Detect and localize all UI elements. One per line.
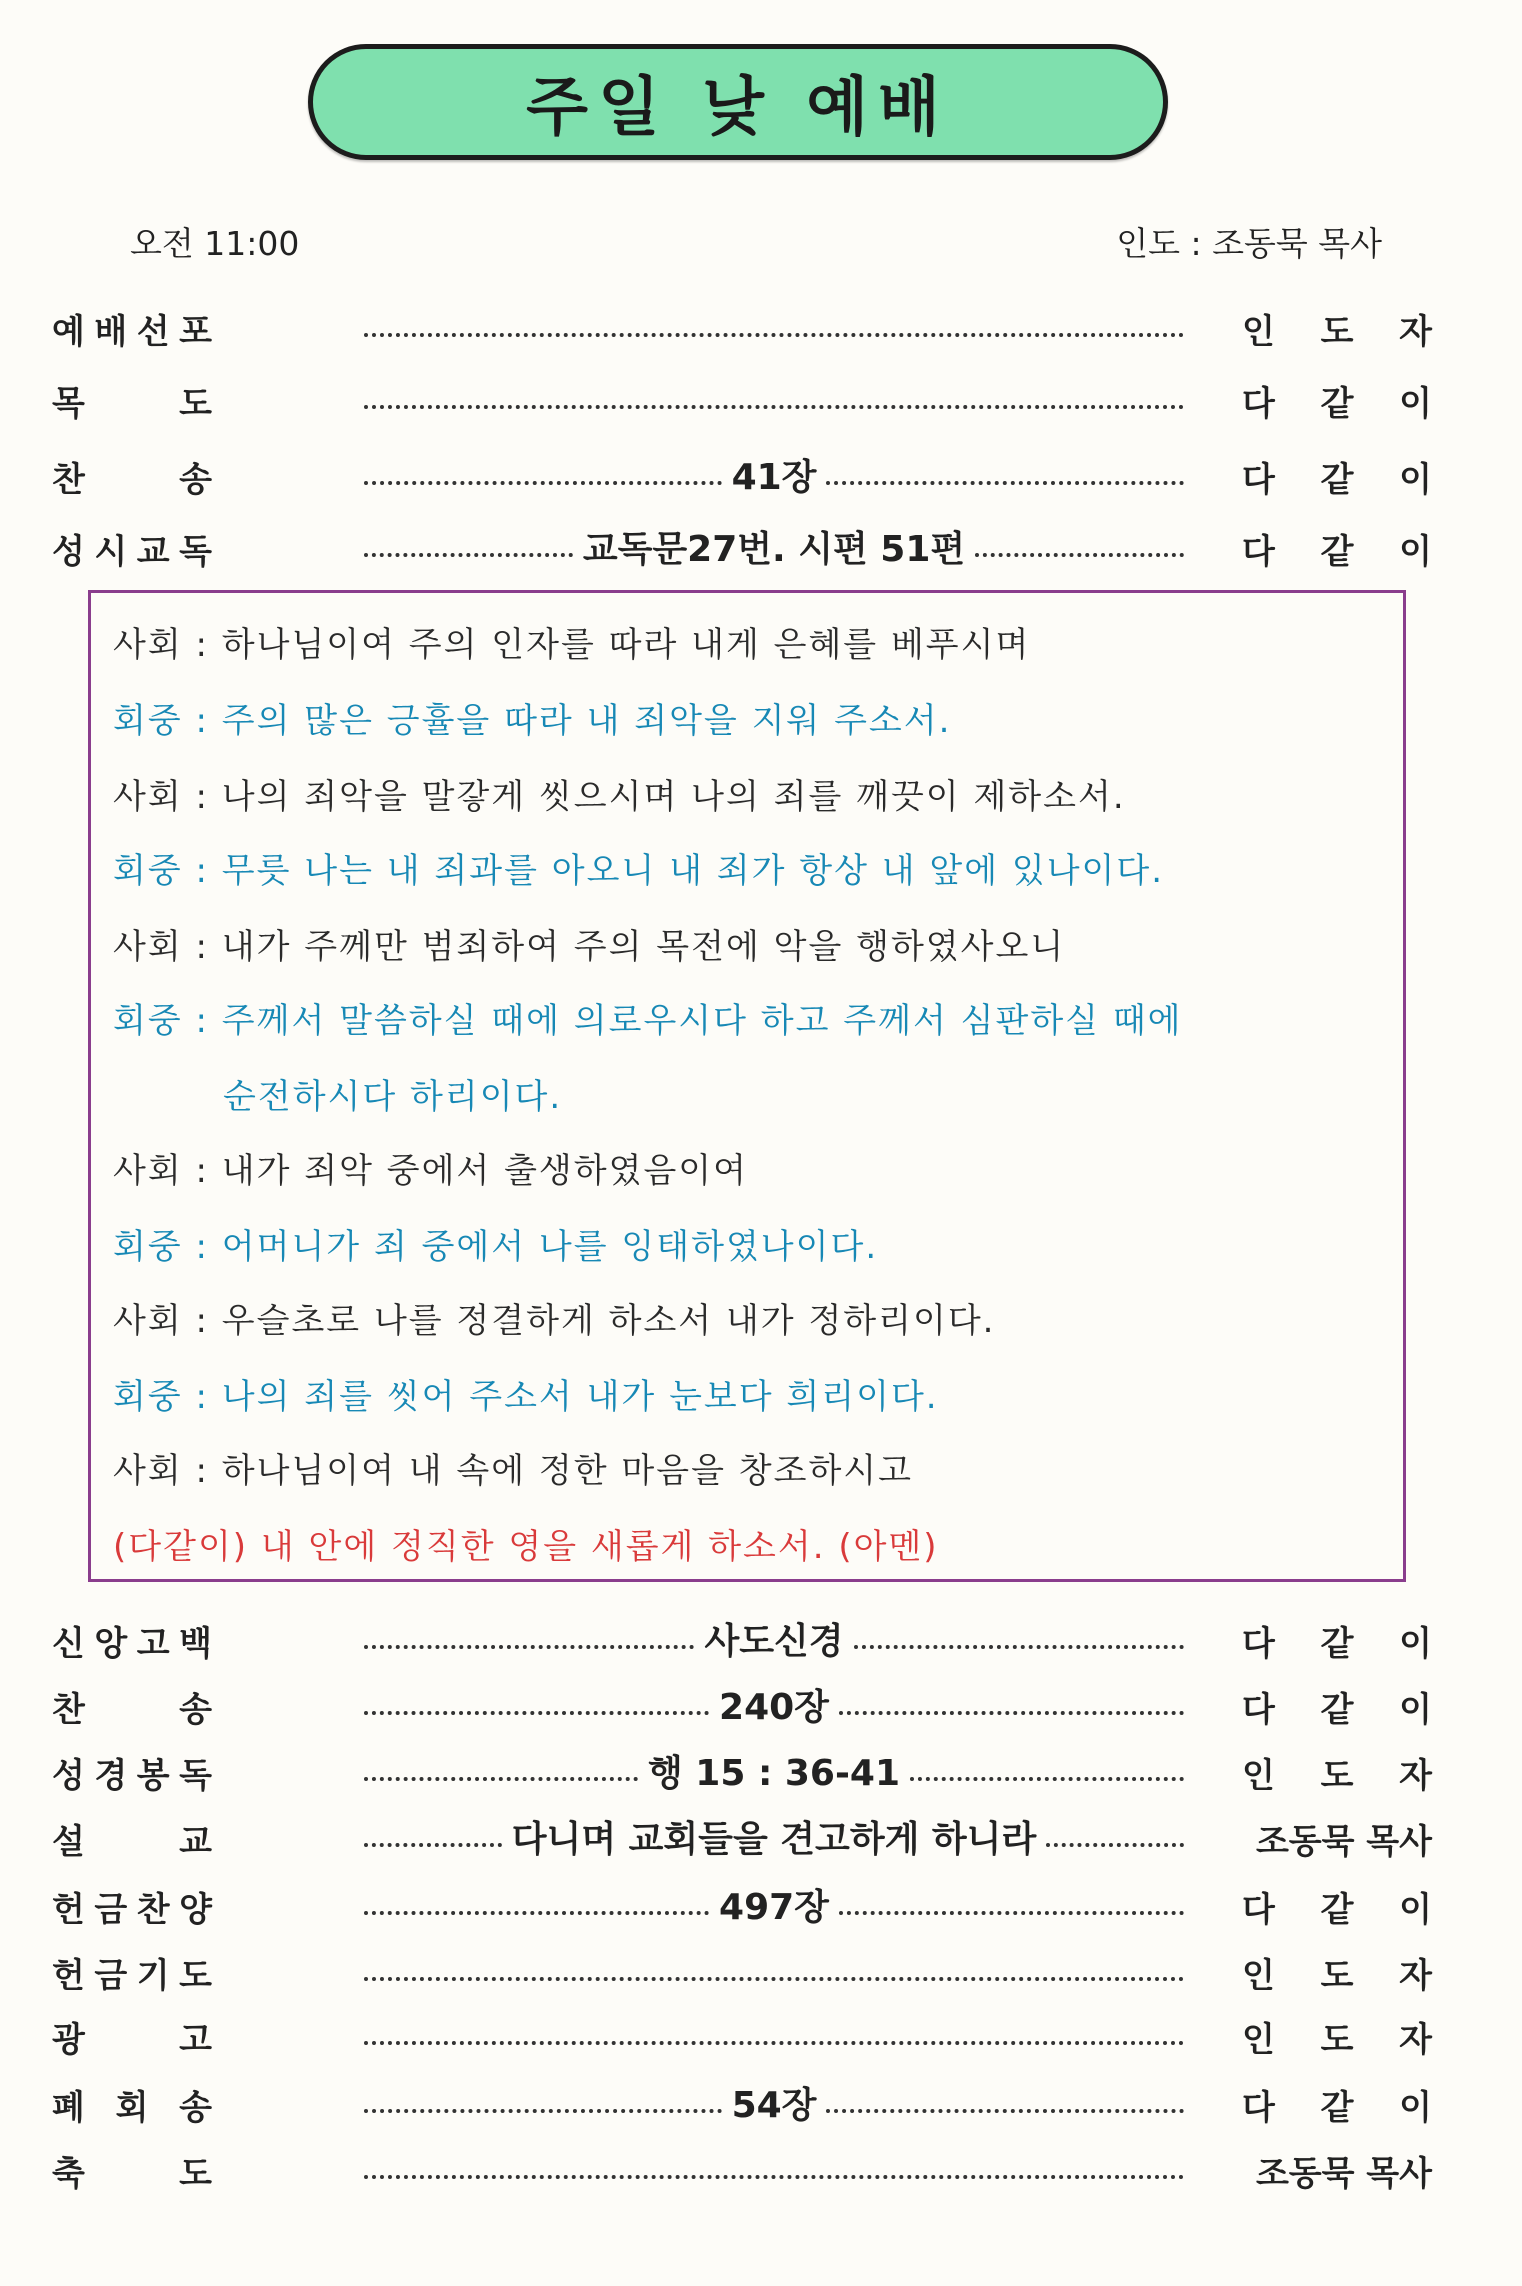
order-item-text: 행 15 : 36-41 (648, 1752, 901, 1794)
order-content (364, 2146, 1184, 2190)
order-label (52, 1682, 212, 1731)
char: 배 (94, 312, 128, 352)
char: 다 (1242, 384, 1275, 424)
text: 조동묵 목사 (1255, 1822, 1432, 1862)
order-row (52, 1610, 1432, 1670)
char: 다 (1242, 2088, 1275, 2128)
char: 도 (1320, 1756, 1354, 1796)
char: 인 (1242, 1756, 1275, 1796)
char: 금 (94, 1890, 128, 1930)
order-content (364, 2012, 1184, 2056)
reading-line-leader: 사회 : 하나님이여 주의 인자를 따라 내게 은혜를 베푸시며 (113, 625, 1031, 665)
char: 성 (52, 1756, 85, 1796)
leader-dots (364, 1711, 709, 1715)
reading-line-congregation: 회중 : 주의 많은 긍휼을 따라 내 죄악을 지워 주소서. (113, 701, 952, 741)
char: 도 (1320, 1956, 1354, 1996)
title-banner (308, 44, 1168, 160)
order-row (52, 370, 1432, 430)
char: 자 (1399, 1756, 1432, 1796)
leader-dots (364, 1777, 638, 1781)
char: 찬 (52, 460, 85, 500)
char: 찬 (52, 1690, 85, 1730)
order-row (52, 1742, 1432, 1802)
order-content (364, 452, 1184, 496)
char: 같 (1320, 1890, 1354, 1930)
order-item-text: 41장 (731, 456, 817, 498)
char: 같 (1320, 1624, 1354, 1664)
char: 설 (52, 1822, 85, 1862)
char: 헌 (52, 1890, 85, 1930)
order-label (52, 524, 212, 573)
char: 같 (1320, 532, 1354, 572)
order-label (52, 2012, 212, 2061)
order-content (364, 1682, 1184, 1726)
page-title: 주일 낮 예배 (526, 71, 950, 145)
char: 목 (52, 384, 85, 424)
char: 백 (179, 1624, 212, 1664)
leader-dots (1046, 1843, 1184, 1847)
order-row (52, 1808, 1432, 1868)
order-content (364, 524, 1184, 568)
order-item-text: 240장 (719, 1686, 829, 1728)
char: 다 (1242, 1624, 1275, 1664)
char: 독 (179, 1756, 212, 1796)
char: 봉 (136, 1756, 170, 1796)
order-label (52, 376, 212, 425)
order-item-text: 54장 (731, 2084, 817, 2126)
order-row (52, 2074, 1432, 2134)
order-person (1242, 1882, 1432, 1931)
leader-dots (854, 1645, 1184, 1649)
order-content (364, 1948, 1184, 1992)
reading-line-congregation: 회중 : 주께서 말씀하실 때에 의로우시다 하고 주께서 심판하실 때에 (113, 1001, 1183, 1041)
char: 송 (179, 460, 212, 500)
order-label (52, 452, 212, 501)
char: 시 (94, 532, 128, 572)
order-person (1242, 376, 1432, 425)
char: 같 (1320, 384, 1354, 424)
leader-dots (364, 333, 1184, 337)
leader-dots (364, 1977, 1184, 1981)
order-item-text: 497장 (719, 1886, 829, 1928)
char: 포 (179, 312, 212, 352)
order-person (1242, 1616, 1432, 1665)
char: 같 (1320, 2088, 1354, 2128)
char: 도 (179, 384, 212, 424)
reading-line-congregation: 회중 : 나의 죄를 씻어 주소서 내가 눈보다 희리이다. (113, 1377, 939, 1417)
order-item-text: 사도신경 (704, 1620, 844, 1662)
order-item-text: 교독문27번. 시편 51편 (582, 528, 966, 570)
order-person (1242, 452, 1432, 501)
char: 도 (179, 1956, 212, 1996)
order-person (1242, 1748, 1432, 1797)
order-row (52, 1676, 1432, 1736)
leader-dots (364, 2109, 722, 2113)
order-person (1242, 1814, 1432, 1863)
order-person (1242, 1948, 1432, 1997)
char: 광 (52, 2020, 85, 2060)
order-person (1242, 2146, 1432, 2195)
char: 이 (1399, 384, 1432, 424)
char: 금 (94, 1956, 128, 1996)
char: 인 (1242, 2020, 1275, 2060)
order-label (52, 1882, 212, 1931)
char: 독 (179, 532, 212, 572)
reading-line-congregation: 순전하시다 하리이다. (223, 1077, 563, 1117)
char: 도 (1320, 2020, 1354, 2060)
order-person (1242, 304, 1432, 353)
order-label (52, 2080, 212, 2129)
order-label (52, 304, 212, 353)
responsive-reading-box (88, 590, 1406, 1582)
leader-dots (364, 2041, 1184, 2045)
order-row (52, 1876, 1432, 1936)
char: 도 (1320, 312, 1354, 352)
reading-line-all: (다같이) 내 안에 정직한 영을 새롭게 하소서. (아멘) (113, 1527, 939, 1567)
reading-line-leader: 사회 : 나의 죄악을 말갛게 씻으시며 나의 죄를 깨끗이 제하소서. (113, 777, 1126, 817)
char: 다 (1242, 460, 1275, 500)
reading-line-leader: 사회 : 우슬초로 나를 정결하게 하소서 내가 정하리이다. (113, 1301, 996, 1341)
char: 회 (115, 2088, 149, 2128)
order-person (1242, 2012, 1432, 2061)
order-content (364, 1748, 1184, 1792)
order-row (52, 2006, 1432, 2066)
char: 성 (52, 532, 85, 572)
char: 인 (1242, 1956, 1275, 1996)
reading-line-leader: 사회 : 하나님이여 내 속에 정한 마음을 창조하시고 (113, 1451, 913, 1491)
reading-line-leader: 사회 : 내가 주께만 범죄하여 주의 목전에 악을 행하였사오니 (113, 927, 1066, 967)
char: 고 (136, 1624, 170, 1664)
char: 양 (179, 1890, 212, 1930)
leader-dots (364, 553, 573, 557)
order-content (364, 304, 1184, 348)
char: 앙 (94, 1624, 128, 1664)
char: 다 (1242, 532, 1275, 572)
char: 예 (52, 312, 85, 352)
char: 이 (1399, 1890, 1432, 1930)
char: 인 (1242, 312, 1275, 352)
leader-dots (364, 2175, 1184, 2179)
char: 도 (179, 2154, 212, 2194)
char: 신 (52, 1624, 85, 1664)
reading-line-leader: 사회 : 내가 죄악 중에서 출생하였음이여 (113, 1151, 748, 1191)
char: 기 (136, 1956, 170, 1996)
char: 폐 (52, 2088, 85, 2128)
order-content (364, 1814, 1184, 1858)
char: 교 (136, 532, 170, 572)
leader-dots (826, 481, 1184, 485)
leader-dots (364, 1843, 502, 1847)
order-row (52, 518, 1432, 578)
leader-dots (975, 553, 1184, 557)
reading-line-congregation: 회중 : 어머니가 죄 중에서 나를 잉태하였나이다. (113, 1227, 879, 1267)
order-person (1242, 2080, 1432, 2129)
char: 교 (179, 1822, 212, 1862)
order-item-text: 다니며 교회들을 견고하게 하니라 (511, 1818, 1037, 1860)
char: 다 (1242, 1890, 1275, 1930)
order-row (52, 298, 1432, 358)
char: 자 (1399, 1956, 1432, 1996)
service-time: 오전 11:00 (130, 224, 300, 263)
char: 헌 (52, 1956, 85, 1996)
char: 자 (1399, 312, 1432, 352)
order-row (52, 2140, 1432, 2200)
order-person (1242, 524, 1432, 573)
leader-dots (839, 1911, 1184, 1915)
char: 이 (1399, 532, 1432, 572)
reading-line-congregation: 회중 : 무릇 나는 내 죄과를 아오니 내 죄가 항상 내 앞에 있나이다. (113, 851, 1165, 891)
leader-dots (364, 1911, 709, 1915)
char: 송 (179, 1690, 212, 1730)
char: 송 (179, 2088, 212, 2128)
char: 같 (1320, 460, 1354, 500)
leader-dots (364, 481, 722, 485)
char: 자 (1399, 2020, 1432, 2060)
char: 선 (136, 312, 170, 352)
char: 이 (1399, 460, 1432, 500)
order-row (52, 1942, 1432, 2002)
order-label (52, 1814, 212, 1863)
order-label (52, 1948, 212, 1997)
char: 이 (1399, 1624, 1432, 1664)
leader-dots (910, 1777, 1184, 1781)
char: 다 (1242, 1690, 1275, 1730)
service-leader: 인도 : 조동묵 목사 (1116, 224, 1382, 263)
text: 조동묵 목사 (1255, 2154, 1432, 2194)
order-content (364, 1616, 1184, 1660)
leader-dots (839, 1711, 1184, 1715)
order-content (364, 376, 1184, 420)
order-content (364, 2080, 1184, 2124)
char: 이 (1399, 1690, 1432, 1730)
leader-dots (364, 405, 1184, 409)
char: 찬 (136, 1890, 170, 1930)
char: 경 (94, 1756, 128, 1796)
char: 같 (1320, 1690, 1354, 1730)
order-label (52, 1616, 212, 1665)
char: 이 (1399, 2088, 1432, 2128)
char: 고 (179, 2020, 212, 2060)
order-person (1242, 1682, 1432, 1731)
char: 축 (52, 2154, 85, 2194)
leader-dots (364, 1645, 694, 1649)
order-row (52, 446, 1432, 506)
order-label (52, 2146, 212, 2195)
order-label (52, 1748, 212, 1797)
leader-dots (826, 2109, 1184, 2113)
order-content (364, 1882, 1184, 1926)
